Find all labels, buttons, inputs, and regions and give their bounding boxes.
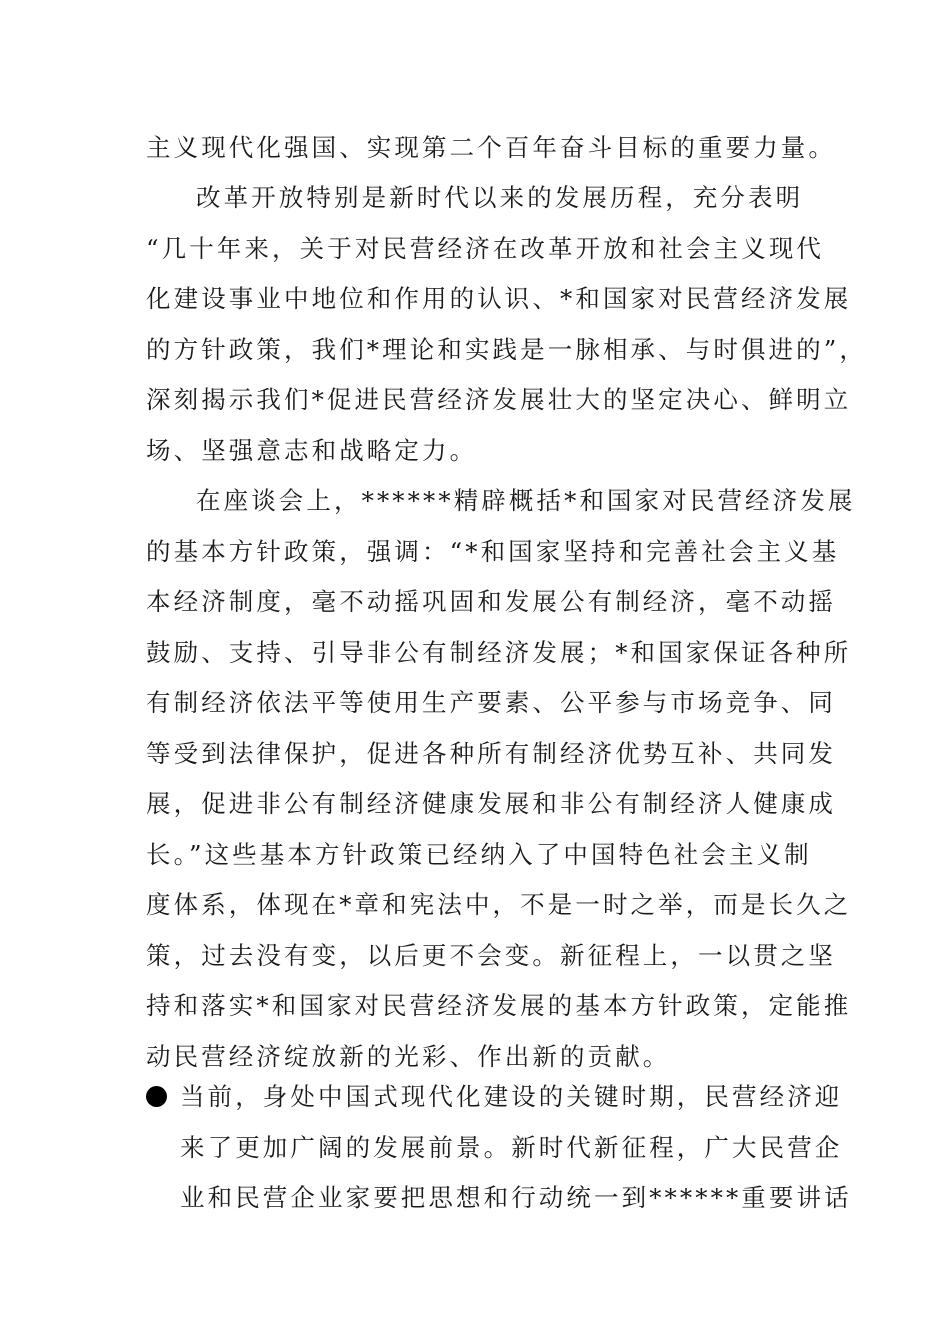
paragraph-line: 动民营经济绽放新的光彩、作出新的贡献。 bbox=[146, 1042, 671, 1071]
paragraph-line: 场、坚强意志和战略定力。 bbox=[146, 436, 478, 465]
paragraph-line: “几十年来，关于对民营经济在改革开放和社会主义现代 bbox=[146, 234, 825, 263]
bullet-line: 当前，身处中国式现代化建设的关键时期，民营经济迎 bbox=[180, 1082, 843, 1111]
paragraph-line: 主义现代化强国、实现第二个百年奋斗目标的重要力量。 bbox=[146, 133, 836, 162]
paragraph-line: 度体系，体现在*章和宪法中，不是一时之举，而是长久之 bbox=[146, 890, 852, 919]
paragraph-line: 的基本方针政策，强调：“*和国家坚持和完善社会主义基 bbox=[146, 537, 840, 566]
paragraph-line: 的方针政策，我们*理论和实践是一脉相承、与时俱进的”， bbox=[146, 335, 867, 364]
paragraph-line: 化建设事业中地位和作用的认识、*和国家对民营经济发展 bbox=[146, 284, 852, 313]
bullet-line: 来了更加广阔的发展前景。新时代新征程，广大民营企 bbox=[180, 1133, 843, 1162]
paragraph-line: 策，过去没有变，以后更不会变。新征程上，一以贯之坚 bbox=[146, 941, 836, 970]
paragraph-line: 改革开放特别是新时代以来的发展历程，充分表明 bbox=[196, 183, 804, 212]
paragraph-line: 持和落实*和国家对民营经济发展的基本方针政策，定能推 bbox=[146, 991, 852, 1020]
paragraph-line: 在座谈会上，******精辟概括*和国家对民营经济发展 bbox=[196, 486, 856, 515]
bullet-icon bbox=[146, 1086, 167, 1107]
paragraph-line: 本经济制度，毫不动摇巩固和发展公有制经济，毫不动摇 bbox=[146, 587, 836, 616]
paragraph-line: 展，促进非公有制经济健康发展和非公有制经济人健康成 bbox=[146, 789, 836, 818]
paragraph-line: 等受到法律保护，促进各种所有制经济优势互补、共同发 bbox=[146, 739, 836, 768]
paragraph-line: 鼓励、支持、引导非公有制经济发展；*和国家保证各种所 bbox=[146, 638, 852, 667]
paragraph-line: 深刻揭示我们*促进民营经济发展壮大的坚定决心、鲜明立 bbox=[146, 385, 852, 414]
paragraph-line: 有制经济依法平等使用生产要素、公平参与市场竞争、同 bbox=[146, 688, 836, 717]
bullet-line: 业和民营企业家要把思想和行动统一到******重要讲话 bbox=[180, 1183, 852, 1212]
paragraph-line: 长。”这些基本方针政策已经纳入了中国特色社会主义制 bbox=[146, 840, 812, 869]
